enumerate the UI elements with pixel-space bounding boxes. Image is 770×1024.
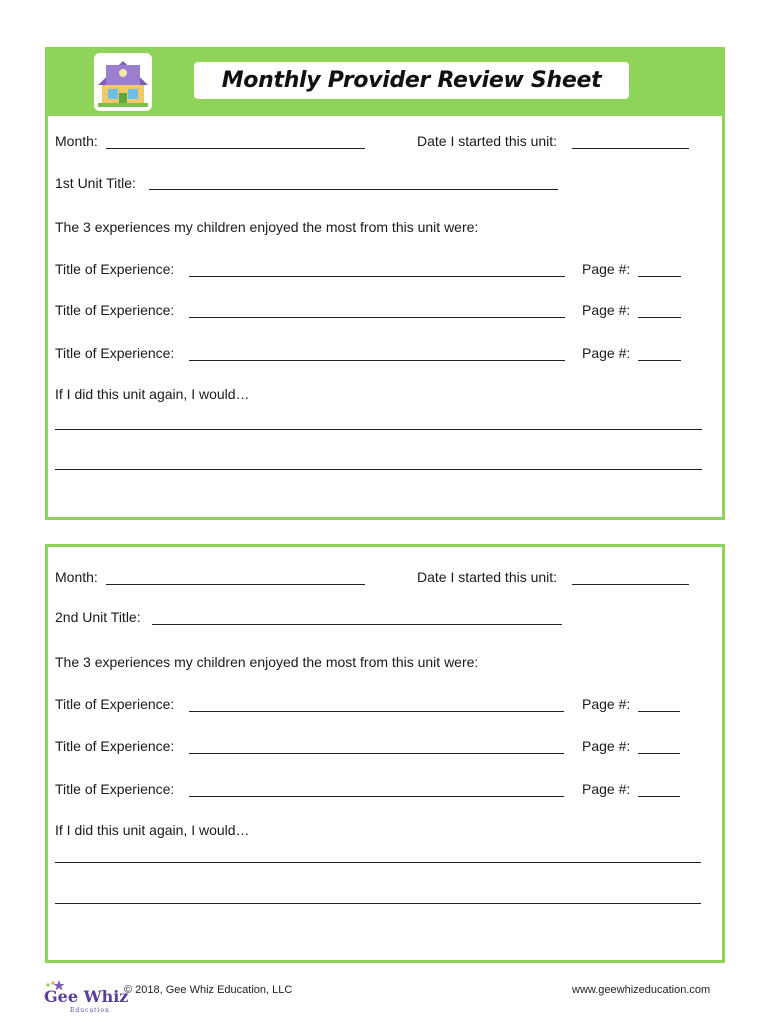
unit-again-answer-line[interactable]	[55, 903, 701, 904]
month-field[interactable]	[106, 148, 365, 149]
date-started-field[interactable]	[572, 148, 689, 149]
unit-again-prompt: If I did this unit again, I would…	[55, 822, 250, 838]
experience-title-field[interactable]	[189, 276, 565, 277]
unit-again-answer-line[interactable]	[55, 429, 702, 430]
page-number-label: Page #:	[582, 261, 631, 277]
page-number-field[interactable]	[638, 276, 681, 277]
experience-title-label: Title of Experience:	[55, 302, 175, 318]
date-started-label: Date I started this unit:	[417, 569, 558, 585]
date-started-label: Date I started this unit:	[417, 133, 558, 149]
experience-title-field[interactable]	[189, 796, 564, 797]
page-number-label: Page #:	[582, 345, 631, 361]
unit-again-answer-line[interactable]	[55, 862, 701, 863]
experiences-prompt: The 3 experiences my children enjoyed the most from this unit were:	[55, 219, 479, 235]
website-link[interactable]: www.geewhizeducation.com	[572, 984, 711, 996]
experience-title-label: Title of Experience:	[55, 261, 175, 277]
month-label: Month:	[55, 569, 98, 585]
experience-title-label: Title of Experience:	[55, 781, 175, 797]
page-number-label: Page #:	[582, 696, 631, 712]
unit-again-answer-line[interactable]	[55, 469, 702, 470]
unit-title-label: 2nd Unit Title:	[55, 609, 141, 625]
unit-title-field[interactable]	[152, 624, 562, 625]
copyright-text: © 2018, Gee Whiz Education, LLC	[124, 984, 293, 996]
page-number-field[interactable]	[638, 753, 680, 754]
page-number-field[interactable]	[638, 360, 681, 361]
unit-title-label: 1st Unit Title:	[55, 175, 136, 191]
page-title: Monthly Provider Review Sheet	[221, 68, 602, 93]
month-label: Month:	[55, 133, 98, 149]
gee-whiz-logo-subtext: Education	[70, 1007, 110, 1014]
gee-whiz-logo	[44, 980, 129, 1014]
house-icon	[94, 53, 152, 111]
page-number-field[interactable]	[638, 796, 680, 797]
page-number-label: Page #:	[582, 302, 631, 318]
page-number-field[interactable]	[638, 711, 680, 712]
page-number-label: Page #:	[582, 781, 631, 797]
unit-again-prompt: If I did this unit again, I would…	[55, 386, 250, 402]
experience-title-label: Title of Experience:	[55, 345, 175, 361]
title-card	[194, 62, 629, 99]
page-number-label: Page #:	[582, 738, 631, 754]
gee-whiz-logo-text: Gee Whiz	[44, 987, 129, 1006]
review-section-2	[45, 544, 725, 963]
experience-title-field[interactable]	[189, 753, 564, 754]
experience-title-field[interactable]	[189, 317, 565, 318]
experience-title-field[interactable]	[189, 360, 565, 361]
review-section-1	[45, 47, 725, 520]
experiences-prompt: The 3 experiences my children enjoyed the most from this unit were:	[55, 654, 479, 670]
page-number-field[interactable]	[638, 317, 681, 318]
month-field[interactable]	[106, 584, 365, 585]
experience-title-field[interactable]	[189, 711, 564, 712]
header-band	[48, 50, 722, 116]
date-started-field[interactable]	[572, 584, 689, 585]
experience-title-label: Title of Experience:	[55, 738, 175, 754]
experience-title-label: Title of Experience:	[55, 696, 175, 712]
unit-title-field[interactable]	[149, 189, 558, 190]
